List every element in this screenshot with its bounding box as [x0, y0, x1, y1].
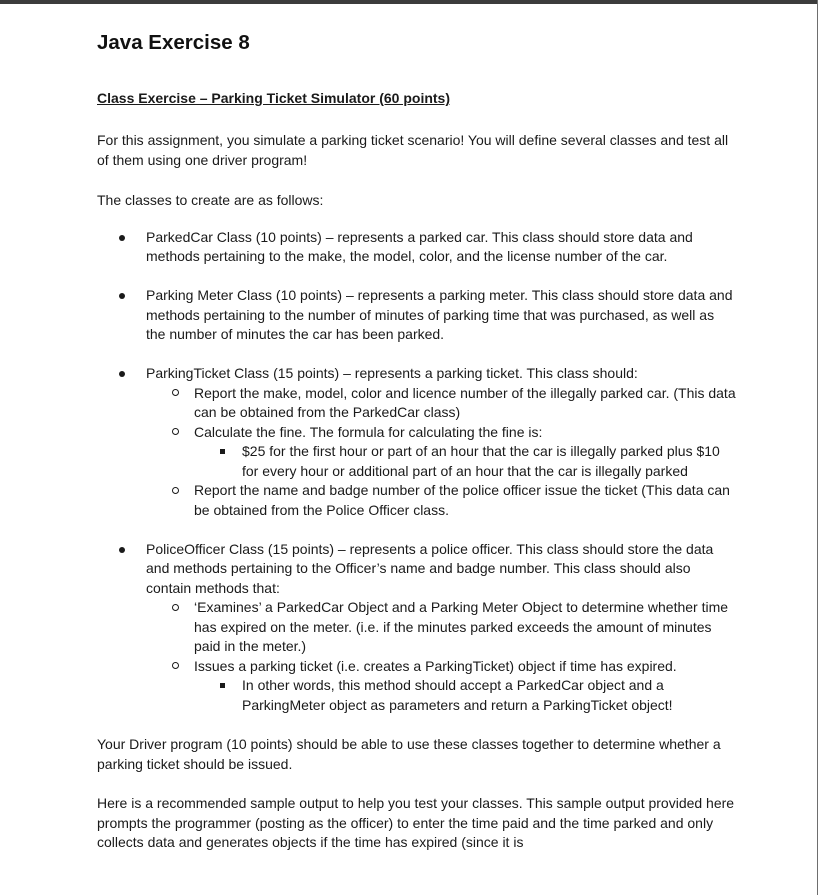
issues-text: Issues a parking ticket (i.e. creates a ParkingTicket) object if time has expired. — [194, 657, 677, 674]
parking-ticket-sublist — [146, 384, 737, 521]
circle-bullet-icon — [172, 487, 179, 494]
square-bullet-icon — [220, 449, 225, 454]
circle-bullet-icon — [172, 428, 179, 435]
class-list — [97, 228, 737, 716]
police-officer-text: PoliceOfficer Class (15 points) – represents a police officer. This class should store the data and methods pertaining to the Officer’s name and badge number. This class should also contain methods that: — [146, 540, 714, 596]
document-title: Java Exercise 8 — [97, 31, 250, 54]
list-item — [146, 657, 737, 716]
list-item — [194, 676, 737, 715]
police-officer-sublist — [146, 598, 737, 715]
intro-paragraph: For this assignment, you simulate a parking ticket scenario! You will define several classes and test all of them using one driver program! — [97, 132, 729, 168]
circle-bullet-icon — [172, 604, 179, 611]
top-border — [0, 0, 818, 4]
circle-bullet-icon — [172, 662, 179, 669]
fine-formula-text: $25 for the first hour or part of an hour that the car is illegally parked plus $10 for every hour or additional part of an hour that the car is illegally parked — [242, 443, 720, 479]
class-item-parking-meter — [97, 286, 737, 345]
parked-car-text: ParkedCar Class (10 points) – represents a parked car. This class should store data and methods pertaining to the make, the model, color, and the license number of the car. — [146, 228, 693, 264]
examines-text: ‘Examines’ a ParkedCar Object and a Parking Meter Object to determine whether time has expired on the meter. (i.e. if the minutes parked exceeds the amount of minutes paid in the meter.) — [194, 599, 729, 654]
bullet-icon — [119, 371, 125, 377]
class-item-police-officer — [97, 540, 737, 716]
report-officer-text: Report the name and badge number of the police officer issue the ticket (This data can be obtained from the Police Officer class. — [194, 482, 730, 518]
class-item-parked-car — [97, 228, 737, 267]
class-item-parking-ticket — [97, 364, 737, 520]
square-bullet-icon — [220, 683, 225, 688]
exercise-subtitle: Class Exercise – Parking Ticket Simulator (60 points) — [97, 90, 450, 106]
issues-sublist — [194, 676, 737, 715]
list-item — [146, 598, 737, 657]
driver-paragraph: Your Driver program (10 points) should be able to use these classes together to determine whether a parking ticket should be issued. — [97, 736, 721, 772]
calc-fine-text: Calculate the fine. The formula for calculating the fine is: — [194, 423, 543, 440]
classes-intro: The classes to create are as follows: — [97, 192, 324, 208]
list-item — [146, 423, 737, 482]
fine-sublist — [194, 442, 737, 481]
report-car-text: Report the make, model, color and licence number of the illegally parked car. (This data can be obtained from the ParkedCar class) — [194, 384, 736, 420]
list-item — [146, 384, 737, 423]
bullet-icon — [119, 235, 125, 241]
list-item — [146, 481, 737, 520]
circle-bullet-icon — [172, 389, 179, 396]
bullet-icon — [119, 293, 125, 299]
document-page — [97, 30, 737, 853]
list-item — [194, 442, 737, 481]
parking-ticket-text: ParkingTicket Class (15 points) – represents a parking ticket. This class should: — [146, 365, 638, 381]
parking-meter-text: Parking Meter Class (10 points) – represents a parking meter. This class should store data and methods pertaining to the number of minutes of parking time that was purchased, as well as the number of minutes the car has been parked. — [146, 287, 733, 342]
bullet-icon — [119, 547, 125, 553]
sample-output-paragraph: Here is a recommended sample output to help you test your classes. This sample output provided here prompts the programmer (posting as the officer) to enter the time paid and the time parked and only collects data and generates objects if the time has expired (since it is — [97, 795, 735, 850]
in-other-words-text: In other words, this method should accept a ParkedCar object and a ParkingMeter object as parameters and return a ParkingTicket object! — [242, 677, 673, 713]
